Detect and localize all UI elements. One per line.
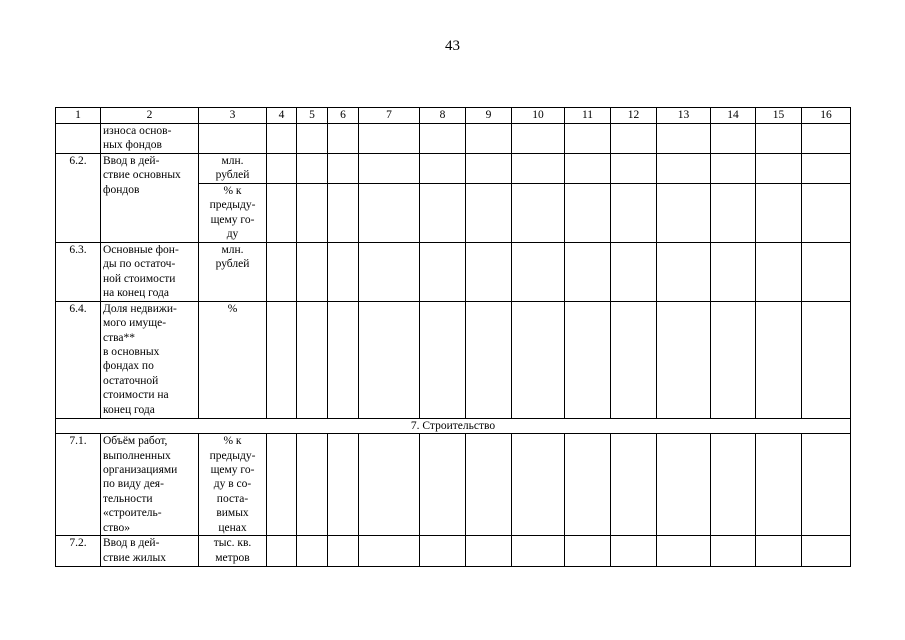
row-indicator-name: Ввод в дей- ствие жилых	[101, 536, 199, 567]
header-cell: 1	[56, 108, 101, 124]
data-cell	[802, 301, 851, 418]
row-unit	[199, 124, 267, 154]
data-cell	[711, 183, 756, 242]
data-cell	[565, 536, 611, 567]
row-indicator-name: износа основ- ных фондов	[101, 124, 199, 154]
data-cell	[512, 183, 565, 242]
row-unit: %	[199, 301, 267, 418]
data-cell	[756, 301, 802, 418]
data-cell	[711, 242, 756, 301]
table-row	[56, 242, 851, 301]
data-cell	[657, 301, 711, 418]
data-cell	[297, 124, 328, 154]
data-cell	[565, 301, 611, 418]
data-cell	[267, 242, 297, 301]
table-row	[56, 536, 851, 567]
data-cell	[611, 242, 657, 301]
data-cell	[611, 301, 657, 418]
data-cell	[297, 153, 328, 183]
data-cell	[512, 124, 565, 154]
data-cell	[512, 536, 565, 567]
row-indicator-name: Объём работ, выполненных организациями по виду дея- тельности «строитель- ство»	[101, 434, 199, 536]
header-cell: 6	[328, 108, 359, 124]
data-cell	[466, 242, 512, 301]
data-cell	[297, 301, 328, 418]
data-cell	[657, 536, 711, 567]
data-cell	[802, 153, 851, 183]
data-cell	[297, 242, 328, 301]
data-cell	[466, 301, 512, 418]
data-cell	[711, 536, 756, 567]
header-cell: 5	[297, 108, 328, 124]
row-indicator-name: Ввод в дей- ствие основных фондов	[101, 153, 199, 242]
header-cell: 13	[657, 108, 711, 124]
data-cell	[359, 242, 420, 301]
data-cell	[466, 153, 512, 183]
table-row	[56, 301, 851, 418]
data-cell	[359, 536, 420, 567]
header-cell: 9	[466, 108, 512, 124]
data-cell	[328, 301, 359, 418]
data-cell	[756, 536, 802, 567]
header-cell: 2	[101, 108, 199, 124]
data-cell	[802, 536, 851, 567]
data-cell	[565, 242, 611, 301]
row-number: 6.4.	[56, 301, 101, 418]
data-cell	[267, 183, 297, 242]
data-cell	[512, 301, 565, 418]
data-cell	[802, 434, 851, 536]
data-cell	[420, 124, 466, 154]
row-unit: млн. рублей	[199, 153, 267, 183]
header-cell: 4	[267, 108, 297, 124]
header-cell: 3	[199, 108, 267, 124]
row-number	[56, 124, 101, 154]
data-cell	[802, 183, 851, 242]
header-cell: 15	[756, 108, 802, 124]
data-cell	[267, 124, 297, 154]
header-cell: 10	[512, 108, 565, 124]
row-indicator-name: Основные фон- ды по остаточ- ной стоимости на конец года	[101, 242, 199, 301]
data-cell	[756, 434, 802, 536]
header-cell: 12	[611, 108, 657, 124]
data-cell	[657, 242, 711, 301]
header-cell: 11	[565, 108, 611, 124]
data-cell	[611, 124, 657, 154]
header-row	[56, 108, 851, 124]
section-row	[56, 418, 851, 433]
data-cell	[328, 183, 359, 242]
data-cell	[328, 434, 359, 536]
data-cell	[512, 242, 565, 301]
row-unit: млн. рублей	[199, 242, 267, 301]
data-cell	[466, 536, 512, 567]
data-cell	[711, 434, 756, 536]
data-cell	[657, 434, 711, 536]
row-number: 6.3.	[56, 242, 101, 301]
data-cell	[297, 536, 328, 567]
data-cell	[420, 183, 466, 242]
header-cell: 14	[711, 108, 756, 124]
data-cell	[512, 153, 565, 183]
data-cell	[711, 301, 756, 418]
data-cell	[359, 434, 420, 536]
data-cell	[420, 242, 466, 301]
data-cell	[711, 153, 756, 183]
row-number: 7.2.	[56, 536, 101, 567]
data-cell	[657, 153, 711, 183]
data-cell	[756, 242, 802, 301]
header-cell: 7	[359, 108, 420, 124]
data-cell	[297, 183, 328, 242]
data-cell	[328, 124, 359, 154]
data-cell	[565, 124, 611, 154]
data-cell	[466, 124, 512, 154]
data-cell	[420, 536, 466, 567]
data-cell	[756, 153, 802, 183]
data-cell	[756, 124, 802, 154]
table-row	[56, 153, 851, 183]
data-cell	[297, 434, 328, 536]
data-cell	[267, 536, 297, 567]
data-cell	[420, 434, 466, 536]
table-row	[56, 124, 851, 154]
section-title: 7. Строительство	[56, 418, 851, 433]
data-cell	[328, 536, 359, 567]
row-unit: % к предыду- щему го- ду в со- поста- вимых ценах	[199, 434, 267, 536]
data-cell	[565, 183, 611, 242]
row-unit: % к предыду- щему го- ду	[199, 183, 267, 242]
data-cell	[756, 183, 802, 242]
row-indicator-name: Доля недвижи- мого имуще- ства** в основных фондах по остаточной стоимости на конец года	[101, 301, 199, 418]
header-cell: 16	[802, 108, 851, 124]
data-cell	[267, 301, 297, 418]
data-cell	[328, 242, 359, 301]
data-cell	[267, 153, 297, 183]
data-cell	[466, 434, 512, 536]
data-cell	[359, 183, 420, 242]
page-number: 43	[445, 38, 460, 54]
data-cell	[611, 183, 657, 242]
data-cell	[512, 434, 565, 536]
row-unit: тыс. кв. метров	[199, 536, 267, 567]
data-cell	[611, 536, 657, 567]
data-cell	[359, 301, 420, 418]
data-cell	[802, 242, 851, 301]
row-number: 7.1.	[56, 434, 101, 536]
data-cell	[359, 153, 420, 183]
data-cell	[611, 153, 657, 183]
data-cell	[611, 434, 657, 536]
data-cell	[565, 434, 611, 536]
row-number: 6.2.	[56, 153, 101, 242]
data-cell	[802, 124, 851, 154]
data-cell	[466, 183, 512, 242]
data-cell	[711, 124, 756, 154]
data-cell	[420, 153, 466, 183]
table-row	[56, 434, 851, 536]
header-cell: 8	[420, 108, 466, 124]
data-cell	[420, 301, 466, 418]
data-cell	[565, 153, 611, 183]
statistics-table	[55, 107, 851, 567]
data-cell	[267, 434, 297, 536]
data-cell	[657, 183, 711, 242]
data-cell	[657, 124, 711, 154]
data-cell	[359, 124, 420, 154]
data-cell	[328, 153, 359, 183]
